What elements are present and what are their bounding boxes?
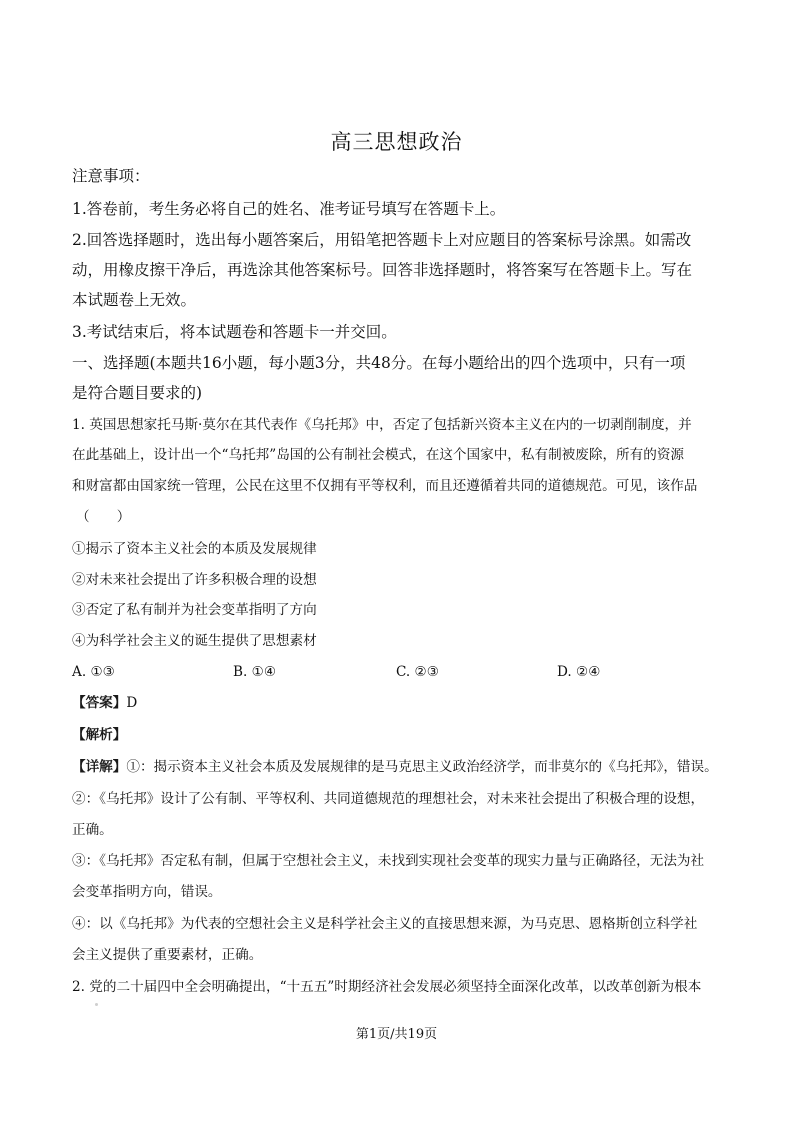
analysis-tag: 【解析】 [72,727,127,743]
detail-point-4-line-1: ④：以《乌托邦》为代表的空想社会主义是科学社会主义的直接思想来源，为马克思、恩格斯创立科学社 [72,916,698,932]
question-1-option-b: B. ①④ [233,664,277,680]
detail-line-1 [72,761,718,775]
answer-value: D [126,695,138,711]
notice-item-2-line-1: 2.回答选择题时，选出每小题答案后，用铅笔把答题卡上对应题目的答案标号涂黑。如需改 [72,231,692,249]
question-1-statement-3: ③否定了私有制并为社会变革指明了方向 [72,602,317,618]
scan-speck [95,1003,98,1006]
detail-point-3-line-2: 会变革指明方向，错误。 [72,884,222,900]
question-1-stem-line-2: 在此基础上，设计出一个“乌托邦”岛国的公有制社会模式，在这个国家中，私有制被废除，所有的资源 [72,447,685,463]
detail-point-1: ①：揭示资本主义社会本质及发展规律的是马克思主义政治经济学，而非莫尔的《乌托邦》，错误。 [126,759,718,775]
question-1-statement-1: ①揭示了资本主义社会的本质及发展规律 [72,541,317,557]
notice-item-2-line-2: 动，用橡皮擦干净后，再选涂其他答案标号。回答非选择题时，将答案写在答题卡上。写在 [72,261,693,279]
question-1-option-d: D. ②④ [557,664,601,680]
notice-heading: 注意事项： [72,167,150,185]
detail-point-3-line-1: ③：《乌托邦》否定私有制，但属于空想社会主义，未找到实现社会变革的现实力量与正确路径，无法为社 [72,853,705,869]
question-1-option-c: C. ②③ [396,664,439,680]
question-2-stem-line-1: 2. 党的二十届四中全会明确提出，“十五五”时期经济社会发展必须坚持全面深化改革，以改革创新为根本 [72,979,702,995]
section-heading-line-2: 是符合题目要求的) [72,384,203,402]
page-footer: 第1页/共19页 [355,1027,438,1042]
question-1-stem-line-1: 1. 英国思想家托马斯·莫尔在其代表作《乌托邦》中，否定了包括新兴资本主义在内的一切剥削制度，并 [72,417,692,433]
question-1-statement-4: ④为科学社会主义的诞生提供了思想素材 [72,633,317,649]
detail-point-2-line-2: 正确。 [72,822,113,838]
detail-point-2-line-1: ②：《乌托邦》设计了公有制、平等权利、共同道德规范的理想社会，对未来社会提出了积极合理的设想， [72,791,705,807]
notice-item-3: 3.考试结束后，将本试题卷和答题卡一并交回。 [72,323,397,341]
detail-tag: 【详解】 [72,759,127,775]
answer-tag: 【答案】 [72,695,127,711]
question-1-stem-line-3: 和财富都由国家统一管理，公民在这里不仅拥有平等权利，而且还遵循着共同的道德规范。可见，该作品 [72,478,698,494]
question-1-statement-2: ②对未来社会提出了许多积极合理的设想 [72,572,317,588]
question-1-blank: （ ） [76,509,131,525]
question-1-answer-row [72,697,137,711]
notice-item-1: 1.答卷前，考生务必将自己的姓名、准考证号填写在答题卡上。 [72,200,506,218]
notice-item-2-line-3: 本试题卷上无效。 [72,291,197,309]
page-title: 高三思想政治 [330,130,463,154]
section-heading-line-1: 一、选择题(本题共16小题，每小题3分，共48分。在每小题给出的四个选项中，只有一项 [72,354,686,372]
question-1-option-a: A. ①③ [72,664,115,680]
detail-point-4-line-2: 会主义提供了重要素材，正确。 [72,947,263,963]
